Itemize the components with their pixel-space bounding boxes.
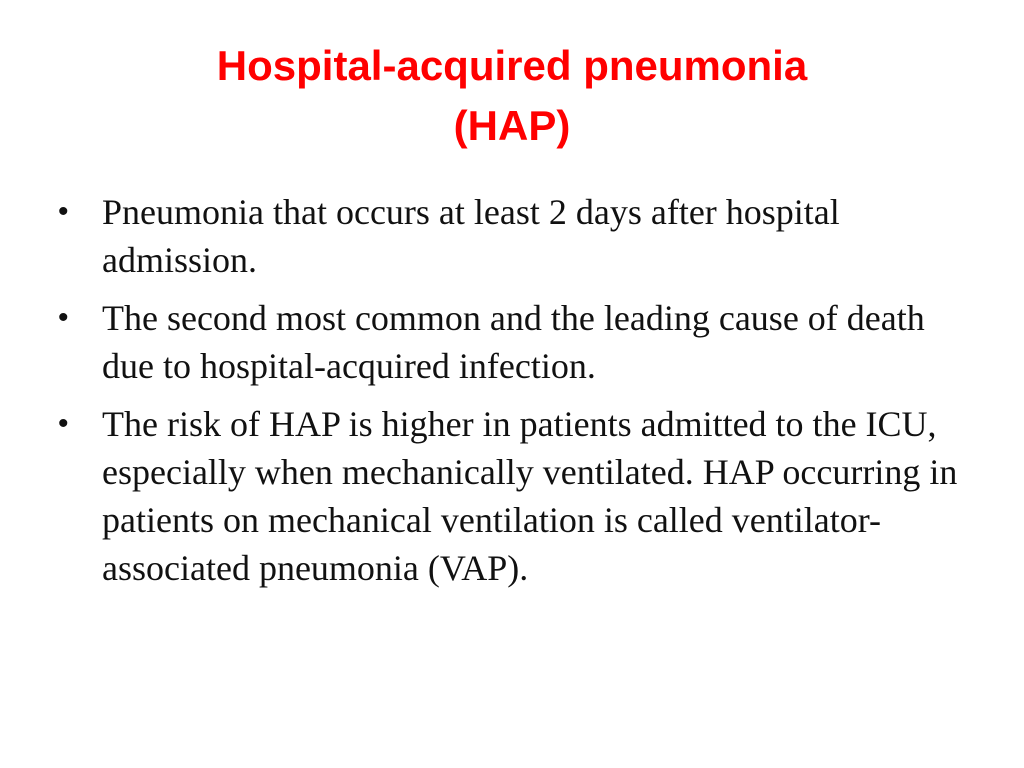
bullet-dot-icon: • (58, 301, 69, 334)
bullet-item (58, 400, 968, 592)
bullet-text: The second most common and the leading cause of death due to hospital-acquired infection. (102, 298, 925, 386)
bullet-dot-icon: • (58, 407, 69, 440)
bullet-text: Pneumonia that occurs at least 2 days after hospital admission. (102, 192, 840, 280)
bullet-text: The risk of HAP is higher in patients admitted to the ICU, especially when mechanically ventilated. HAP occurring in patients on mechanical ventilation is called ventilator-associated pneumonia (VAP). (102, 404, 958, 588)
bullet-item (58, 294, 968, 390)
slide-title-line-1: Hospital-acquired pneumonia (216, 42, 808, 89)
bullet-item (58, 188, 968, 284)
bullet-dot-icon: • (58, 195, 69, 228)
slide-title (80, 36, 944, 156)
bullet-list (58, 188, 968, 602)
slide-title-line-2: (HAP) (453, 102, 571, 149)
